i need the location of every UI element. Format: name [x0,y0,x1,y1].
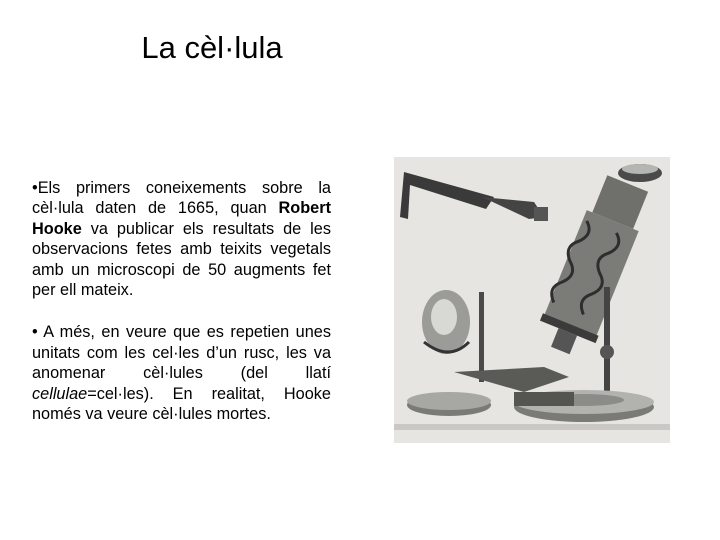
cellulae-term: cellulae [32,384,88,403]
paragraph2-text-end: =cel·les). En realitat, Hooke només va veure cèl·lules mortes. [32,384,331,424]
hooke-microscope-image [394,157,670,443]
paragraph1-text-end: va publicar els resultats de les observacions fetes amb teixits vegetals amb un microscopi de 50 augments fet per ell mateix. [32,219,331,300]
slide-title: La cèl·lula [141,30,283,65]
paragraph1-text-start: •Els primers coneixements sobre la cèl·lula daten de 1665, quan [32,179,331,218]
robert-hooke-name: Robert Hooke [32,199,331,238]
microscope-illustration [394,157,670,443]
slide-body [32,178,331,446]
paragraph-cell-naming [32,322,331,424]
paragraph2-text-start: • A més, en veure que es repetien unes unitats com les cel·les d’un rusc, les va anomenar cèl·lules (del llatí [32,323,331,383]
paragraph-hooke-history [32,178,331,300]
